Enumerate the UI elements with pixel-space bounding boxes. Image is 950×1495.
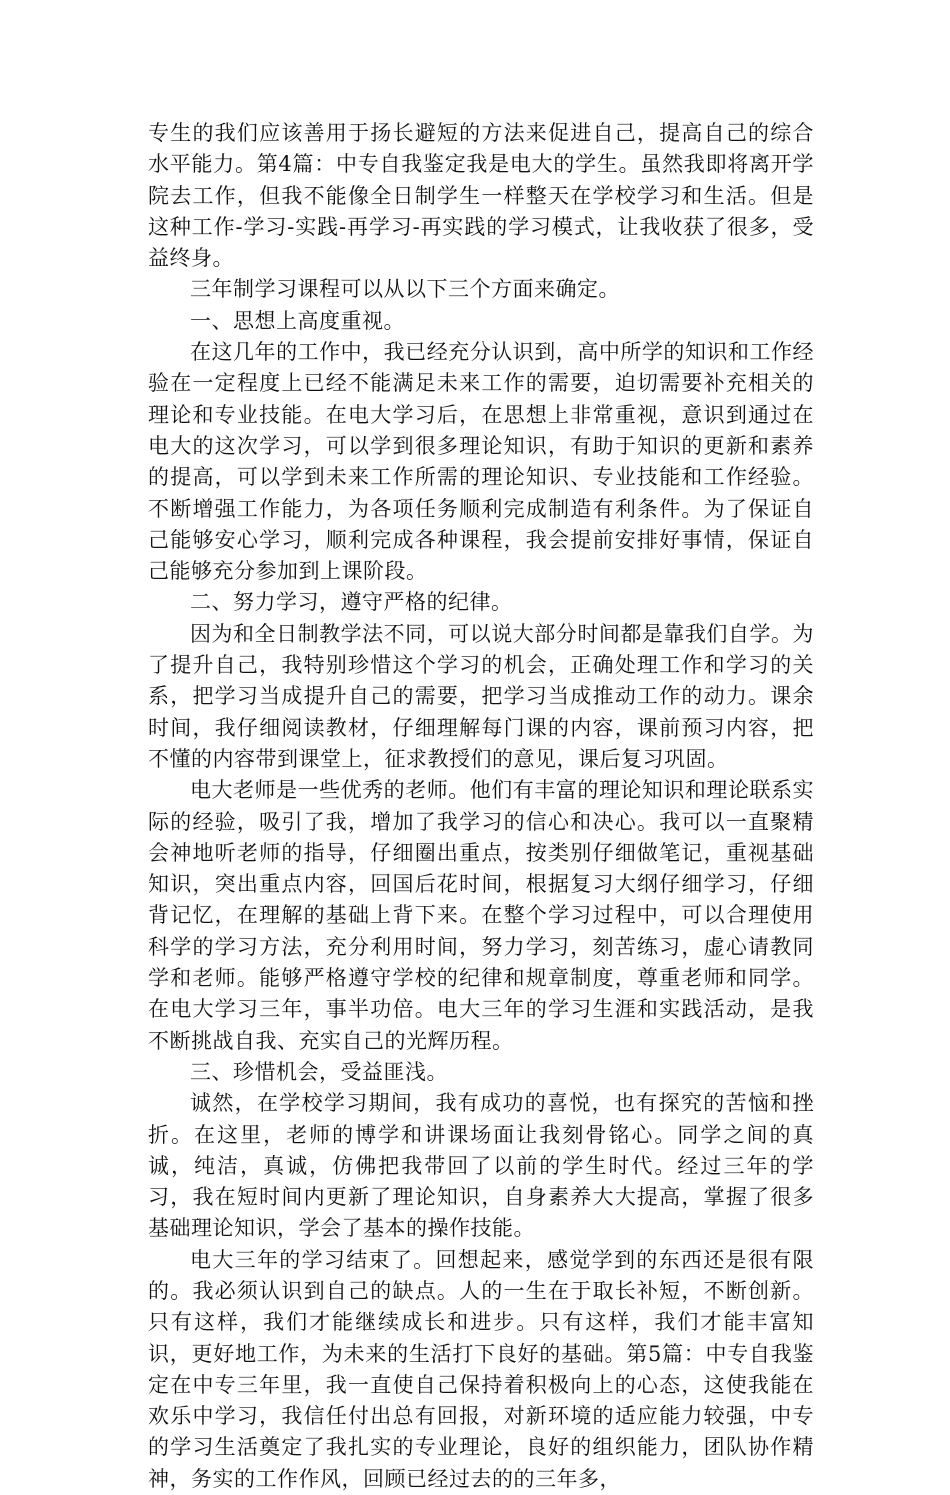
section-heading-3: 三、珍惜机会，受益匪浅。 — [190, 1059, 448, 1084]
paragraph-5: 电大老师是一些优秀的老师。他们有丰富的理论知识和理论联系实际的经验，吸引了我，增加了我学习的信心和决心。我可以一直聚精会神地听老师的指导，仔细圈出重点，按类别仔细做笔记，重视基础知识，突出重点内容，回国后花时间，根据复习大纲仔细学习，仔细背记忆，在理解的基础上背下来。在整个学习过程中，可以合理使用科学的学习方法，充分利用时间，努力学习，刻苦练习，虚心请教同学和老师。能够严格遵守学校的纪律和规章制度，尊重老师和同学。在电大学习三年，事半功倍。电大三年的学习生涯和实践活动，是我不断挑战自我、充实自己的光辉历程。 — [148, 778, 814, 1053]
paragraph-6: 诚然，在学校学习期间，我有成功的喜悦，也有探究的苦恼和挫折。在这里，老师的博学和讲课场面让我刻骨铭心。同学之间的真诚，纯洁，真诚，仿佛把我带回了以前的学生时代。经过三年的学习，我在短时间内更新了理论知识，自身素养大大提高，掌握了很多基础理论知识，学会了基本的操作技能。 — [148, 1091, 814, 1241]
section-heading-1: 一、思想上高度重视。 — [190, 308, 405, 333]
paragraph-4: 因为和全日制教学法不同，可以说大部分时间都是靠我们自学。为了提升自己，我特别珍惜这个学习的机会，正确处理工作和学习的关系，把学习当成提升自己的需要，把学习当成推动工作的动力。课余时间，我仔细阅读教材，仔细理解每门课的内容，课前预习内容，把不懂的内容带到课堂上，征求教授们的意见，课后复习巩固。 — [148, 621, 814, 771]
paragraph-2: 三年制学习课程可以从以下三个方面来确定。 — [190, 277, 620, 302]
paragraph-1: 专生的我们应该善用于扬长避短的方法来促进自己，提高自己的综合水平能力。第4篇：中专自我鉴定我是电大的学生。虽然我即将离开学院去工作，但我不能像全日制学生一样整天在学校学习和生活。但是这种工作-学习-实践-再学习-再实践的学习模式，让我收获了很多，受益终身。 — [148, 121, 814, 271]
paragraph-3: 在这几年的工作中，我已经充分认识到，高中所学的知识和工作经验在一定程度上已经不能满足未来工作的需要，迫切需要补充相关的理论和专业技能。在电大学习后，在思想上非常重视，意识到通过在电大的这次学习，可以学到很多理论知识，有助于知识的更新和素养的提高，可以学到未来工作所需的理论知识、专业技能和工作经验。不断增强工作能力，为各项任务顺利完成制造有利条件。为了保证自己能够安心学习，顺利完成各种课程，我会提前安排好事情，保证自己能够充分参加到上课阶段。 — [148, 340, 814, 584]
document-body — [148, 118, 814, 1495]
section-heading-2: 二、努力学习，遵守严格的纪律。 — [190, 590, 513, 615]
paragraph-7: 电大三年的学习结束了。回想起来，感觉学到的东西还是很有限的。我必须认识到自己的缺点。人的一生在于取长补短，不断创新。只有这样，我们才能继续成长和进步。只有这样，我们才能丰富知识，更好地工作，为未来的生活打下良好的基础。第5篇：中专自我鉴定在中专三年里，我一直使自己保持着积极向上的心态，这使我能在欢乐中学习，我信任付出总有回报，对新环境的适应能力较强，中专的学习生活奠定了我扎实的专业理论，良好的组织能力，团队协作精神，务实的工作作风，回顾已经过去的的三年多， — [148, 1247, 814, 1491]
